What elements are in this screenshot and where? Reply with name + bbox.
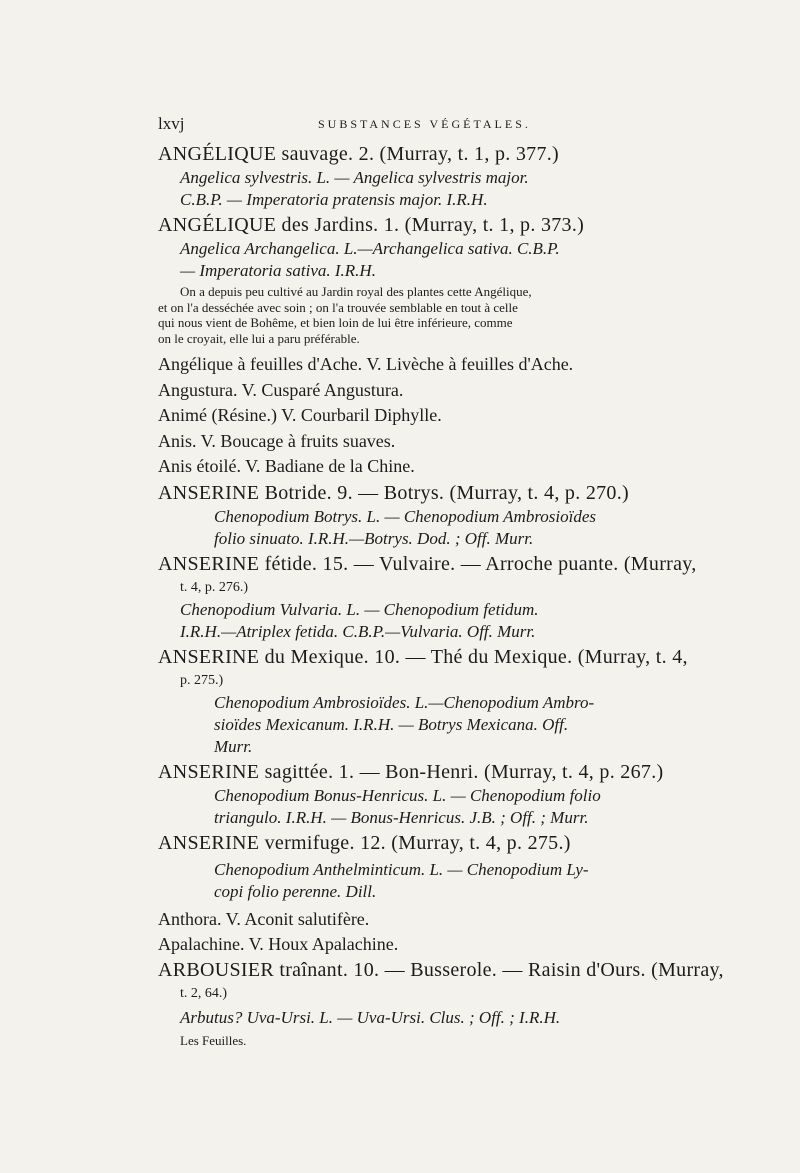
entry-heading: ANSERINE vermifuge. 12. (Murray, t. 4, p. 275.) [158,831,571,854]
note-line: on le croyait, elle lui a paru préférable. [158,330,360,346]
entry-angelique-sauvage [158,142,718,211]
entry-anserine-vermifuge [158,831,718,903]
entry-synonyms: Chenopodium Bonus-Henricus. L. — Chenopodium folio [214,785,601,805]
note-line: qui nous vient de Bohême, et bien loin de lui être inférieure, comme [158,315,513,330]
entry-heading: ANSERINE sagittée. 1. — Bon-Henri. (Murray, t. 4, p. 267.) [158,760,664,783]
entry-heading: ANSERINE du Mexique. 10. — Thé du Mexique. (Murray, t. 4, [158,645,688,668]
entry-heading: ANGÉLIQUE sauvage. 2. (Murray, t. 1, p. 377.) [158,143,559,165]
xref-line: Anis. V. Boucage à fruits suaves. [158,430,396,451]
xref-line: Anis étoilé. V. Badiane de la Chine. [158,456,415,476]
entry-synonyms: Arbutus? Uva-Ursi. L. — Uva-Ursi. Clus. ; Off. ; I.R.H. [180,1007,561,1027]
xref-line: Anthora. V. Aconit salutifère. [158,908,370,929]
note-line: On a depuis peu cultivé au Jardin royal des plantes cette Angélique, [180,284,532,299]
entry-note: Les Feuilles. [180,1032,247,1048]
entry-synonyms: — Imperatoria sativa. I.R.H. [180,261,376,280]
entry-heading-cont: t. 2, 64.) [180,985,228,1001]
entry-anserine-botride [158,481,718,550]
entry-anserine-sagittee [158,760,718,829]
entry-synonyms: sioïdes Mexicanum. I.R.H. — Botrys Mexicana. Off. [214,714,569,734]
entry-heading: ANGÉLIQUE des Jardins. 1. (Murray, t. 1, p. 373.) [158,214,585,236]
xref-line: Animé (Résine.) V. Courbaril Diphylle. [158,405,442,425]
entry-synonyms: copi folio perenne. Dill. [214,881,377,901]
entry-synonyms: triangulo. I.R.H. — Bonus-Henricus. J.B. ; Off. ; Murr. [214,807,589,827]
entry-anserine-fetide [158,552,718,643]
entry-anserine-mexique [158,645,718,758]
page-header [158,114,748,138]
entry-note [158,284,718,346]
entry-synonyms: Angelica sylvestris. L. — Angelica sylvestris major. [180,168,529,187]
entry-synonyms: C.B.P. — Imperatoria pratensis major. I.R.H. [180,190,488,209]
entry-synonyms: Murr. [214,736,253,756]
xref-line: Angélique à feuilles d'Ache. V. Livèche à feuilles d'Ache. [158,354,574,374]
entry-angelique-jardins [158,213,718,346]
entry-synonyms: folio sinuato. I.R.H.—Botrys. Dod. ; Off. Murr. [214,528,534,548]
entry-synonyms: I.R.H.—Atriplex fetida. C.B.P.—Vulvaria. Off. Murr. [180,621,536,641]
note-line: et on l'a desséchée avec soin ; on l'a trouvée semblable en tout à celle [158,299,518,315]
entry-heading: ANSERINE fétide. 15. — Vulvaire. — Arroche puante. (Murray, [158,552,697,575]
entry-heading-cont: p. 275.) [180,672,224,688]
xref-line: Apalachine. V. Houx Apalachine. [158,934,399,954]
running-title: SUBSTANCES VÉGÉTALES. [318,117,531,131]
cross-references [158,352,718,480]
page-number: lxvj [158,114,185,133]
entry-heading: ANSERINE Botride. 9. — Botrys. (Murray, t. 4, p. 270.) [158,481,629,504]
page-content [158,142,724,1048]
entry-synonyms: Chenopodium Anthelminticum. L. — Chenopodium Ly- [214,859,589,879]
entry-heading: ARBOUSIER traînant. 10. — Busserole. — Raisin d'Ours. (Murray, [158,958,724,981]
entry-synonyms: Chenopodium Vulvaria. L. — Chenopodium fetidum. [180,599,539,619]
entry-synonyms: Chenopodium Botrys. L. — Chenopodium Ambrosioïdes [214,506,597,526]
entry-heading-cont: t. 4, p. 276.) [180,579,249,595]
entry-synonyms: Chenopodium Ambrosioïdes. L.—Chenopodium Ambro- [214,692,595,712]
entry-synonyms: Angelica Archangelica. L.—Archangelica sativa. C.B.P. [180,239,560,258]
xref-line: Angustura. V. Cusparé Angustura. [158,379,404,400]
entry-arbousier [158,958,724,1049]
cross-references [158,907,718,958]
